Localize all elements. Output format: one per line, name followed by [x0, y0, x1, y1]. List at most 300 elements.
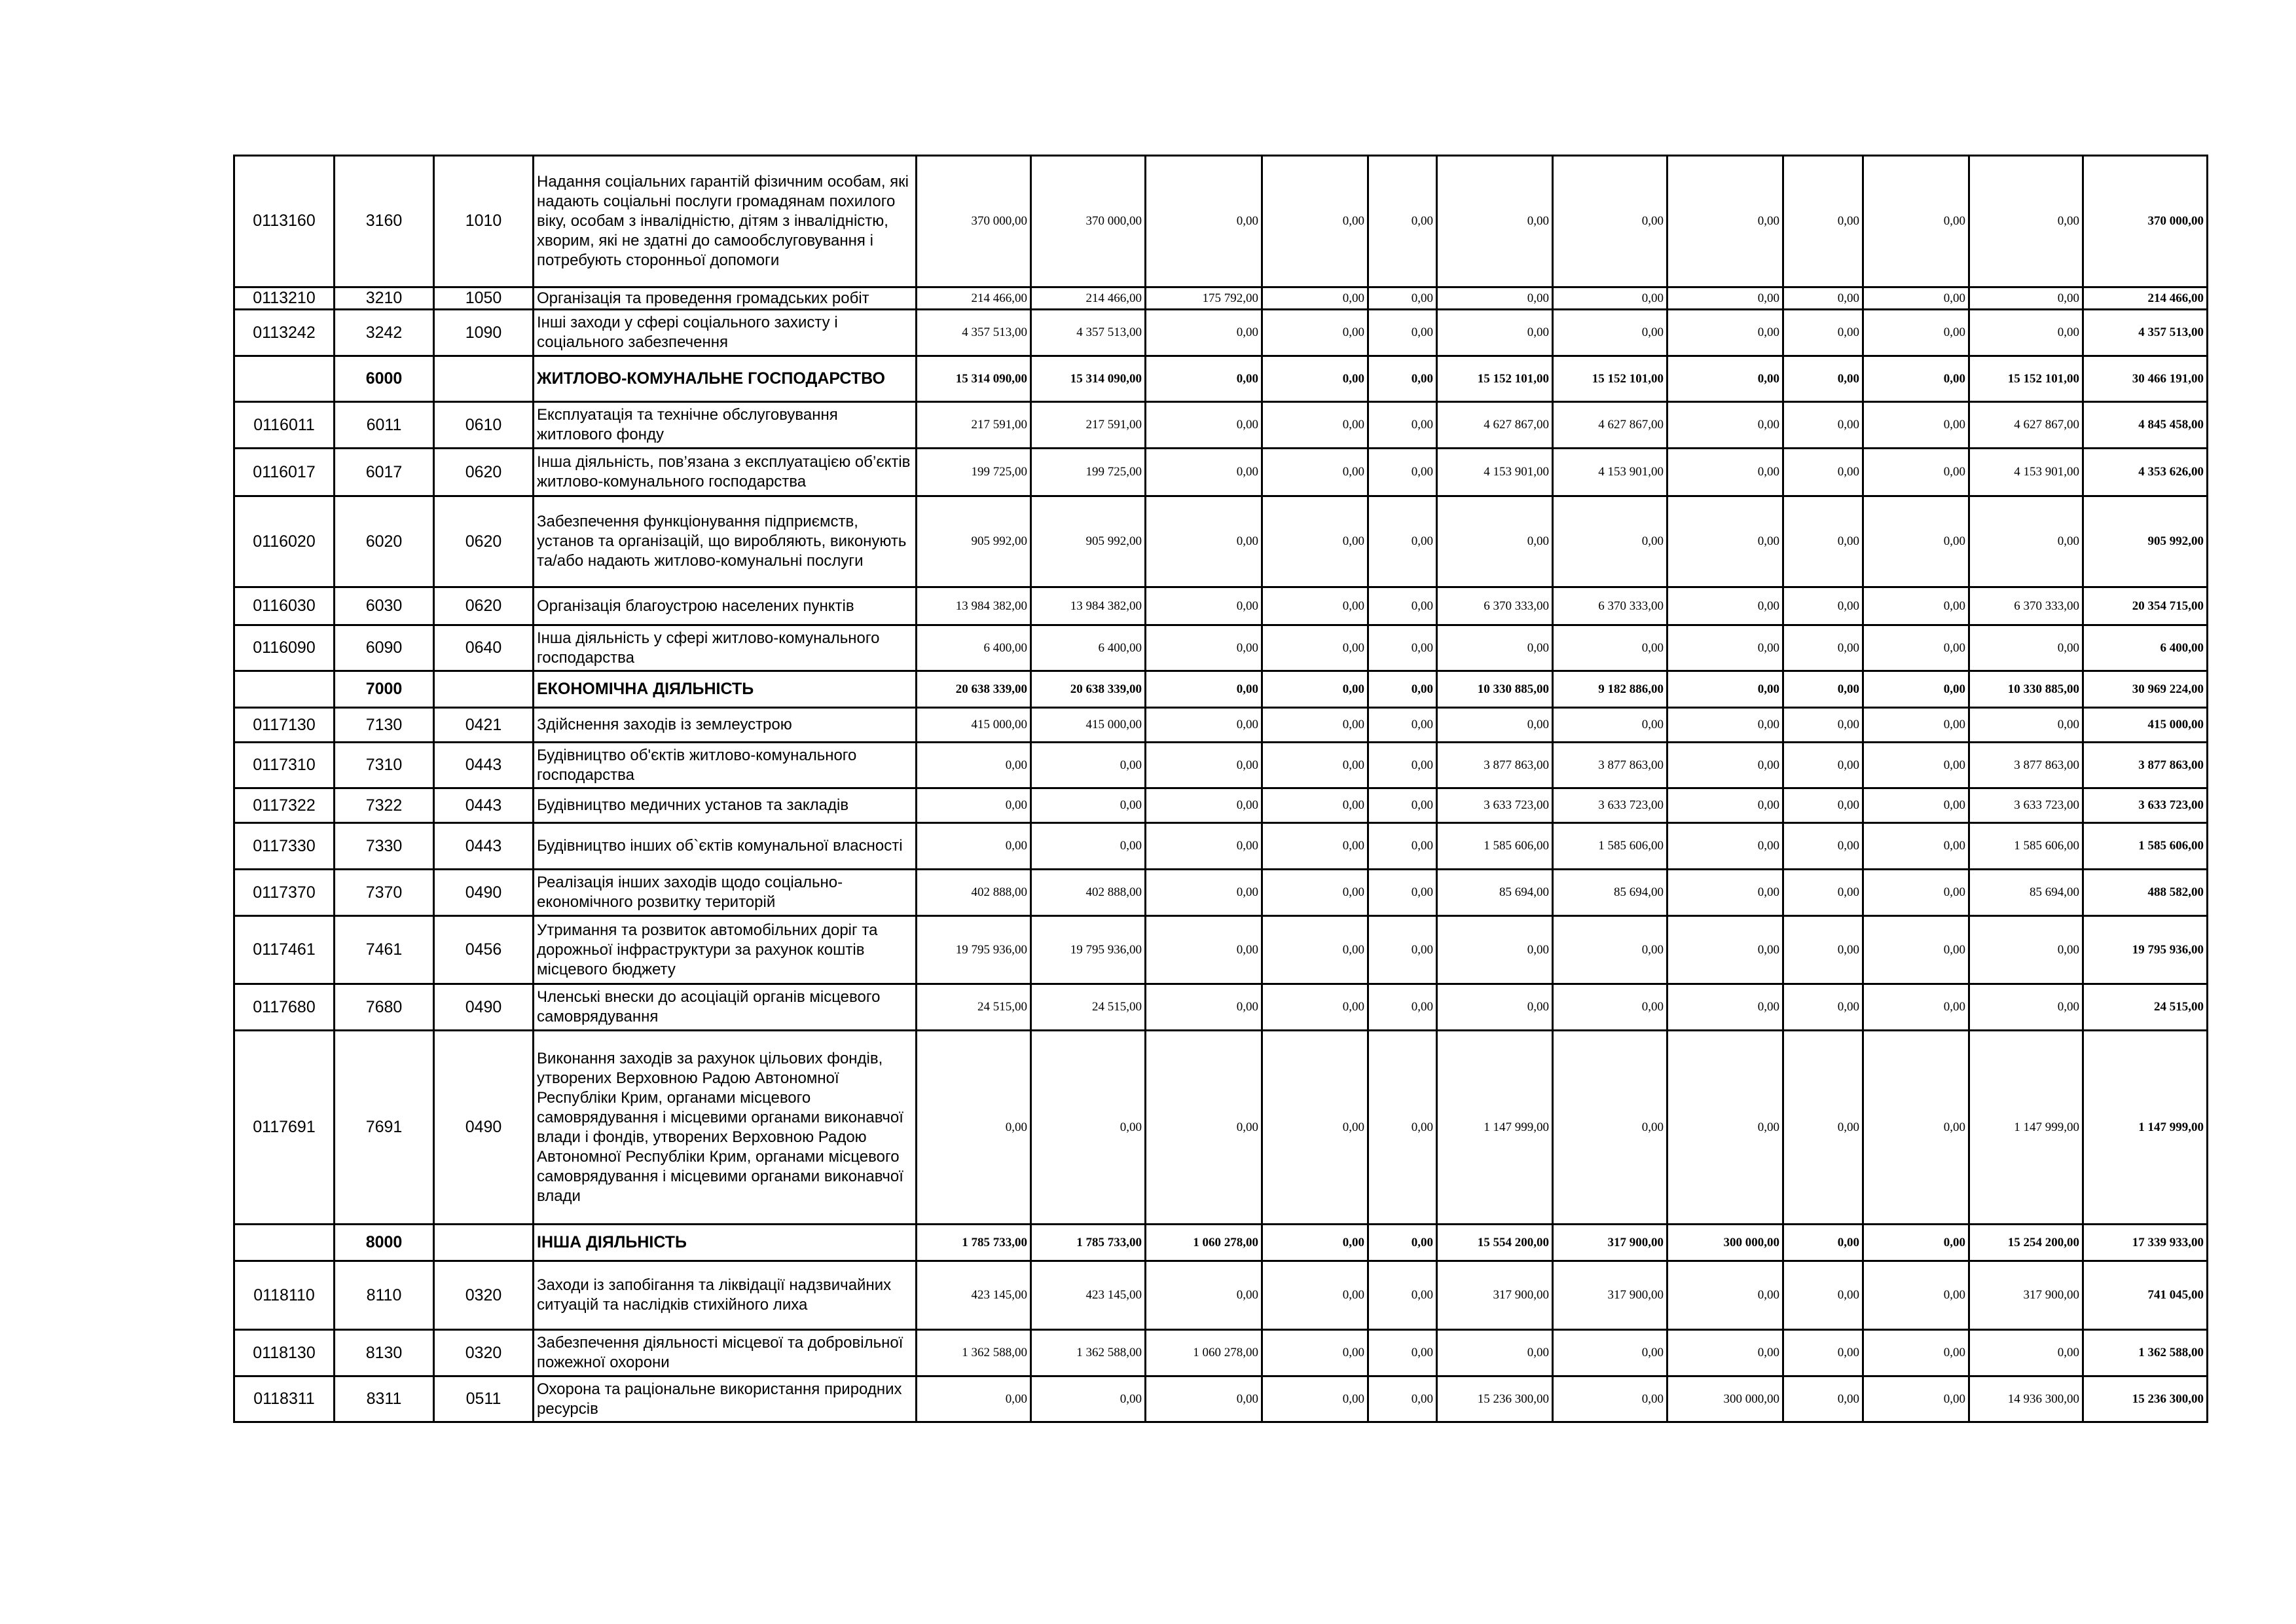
- total-amount-cell: 3 877 863,00: [2083, 743, 2208, 788]
- total-amount-cell: 370 000,00: [2083, 156, 2208, 287]
- amount-cell: 0,00: [1783, 1376, 1863, 1422]
- amount-cell: 317 900,00: [1437, 1261, 1553, 1330]
- amount-cell: 0,00: [1262, 1376, 1368, 1422]
- amount-cell: 10 330 885,00: [1969, 671, 2083, 708]
- table-row: [234, 587, 2208, 625]
- amount-cell: 0,00: [1783, 587, 1863, 625]
- amount-cell: 3 633 723,00: [1969, 788, 2083, 823]
- table-row: [234, 1330, 2208, 1376]
- amount-cell: 402 888,00: [917, 870, 1031, 916]
- amount-cell: 3 633 723,00: [1553, 788, 1667, 823]
- amount-cell: 0,00: [1146, 625, 1262, 671]
- amount-cell: 0,00: [1783, 449, 1863, 496]
- amount-cell: 300 000,00: [1667, 1376, 1783, 1422]
- amount-cell: 0,00: [1863, 743, 1969, 788]
- amount-cell: 0,00: [1368, 1330, 1437, 1376]
- amount-cell: 0,00: [1262, 1031, 1368, 1225]
- total-amount-cell: 214 466,00: [2083, 287, 2208, 310]
- amount-cell: 0,00: [1146, 743, 1262, 788]
- total-amount-cell: 1 362 588,00: [2083, 1330, 2208, 1376]
- kpkvk-code-cell: 7461: [335, 916, 434, 984]
- total-amount-cell: 415 000,00: [2083, 708, 2208, 743]
- program-code-cell: 0117691: [234, 1031, 335, 1225]
- table-row: [234, 402, 2208, 449]
- program-name-cell: Будівництво інших об`єктів комунальної власності: [534, 823, 917, 870]
- amount-cell: 1 585 606,00: [1969, 823, 2083, 870]
- fkvk-code-cell: 0490: [434, 984, 534, 1031]
- kpkvk-code-cell: 6020: [335, 496, 434, 587]
- amount-cell: 0,00: [1368, 402, 1437, 449]
- program-name-cell: Інші заходи у сфері соціального захисту і соціального забезпечення: [534, 310, 917, 356]
- table-row: [234, 870, 2208, 916]
- program-code-cell: 0117130: [234, 708, 335, 743]
- total-amount-cell: 905 992,00: [2083, 496, 2208, 587]
- fkvk-code-cell: [434, 356, 534, 402]
- amount-cell: 13 984 382,00: [917, 587, 1031, 625]
- amount-cell: 905 992,00: [1031, 496, 1146, 587]
- kpkvk-code-cell: 7310: [335, 743, 434, 788]
- program-name-cell: ЕКОНОМІЧНА ДІЯЛЬНІСТЬ: [534, 671, 917, 708]
- total-amount-cell: 1 585 606,00: [2083, 823, 2208, 870]
- amount-cell: 15 254 200,00: [1969, 1225, 2083, 1261]
- amount-cell: 0,00: [1437, 156, 1553, 287]
- amount-cell: 0,00: [1146, 788, 1262, 823]
- amount-cell: 317 900,00: [1553, 1225, 1667, 1261]
- budget-table: [233, 155, 2208, 1423]
- amount-cell: 0,00: [1553, 496, 1667, 587]
- amount-cell: 0,00: [1437, 1330, 1553, 1376]
- program-code-cell: 0118311: [234, 1376, 335, 1422]
- fkvk-code-cell: [434, 671, 534, 708]
- table-row: [234, 310, 2208, 356]
- amount-cell: 15 554 200,00: [1437, 1225, 1553, 1261]
- program-name-cell: Будівництво медичних установ та закладів: [534, 788, 917, 823]
- program-code-cell: 0113210: [234, 287, 335, 310]
- amount-cell: 0,00: [1969, 1330, 2083, 1376]
- amount-cell: 0,00: [1783, 1330, 1863, 1376]
- amount-cell: 0,00: [1262, 402, 1368, 449]
- program-code-cell: 0113160: [234, 156, 335, 287]
- amount-cell: 0,00: [1262, 310, 1368, 356]
- amount-cell: 6 370 333,00: [1553, 587, 1667, 625]
- amount-cell: 0,00: [1146, 1031, 1262, 1225]
- amount-cell: 0,00: [1863, 708, 1969, 743]
- fkvk-code-cell: 0443: [434, 823, 534, 870]
- amount-cell: 0,00: [917, 788, 1031, 823]
- amount-cell: 24 515,00: [1031, 984, 1146, 1031]
- total-amount-cell: 741 045,00: [2083, 1261, 2208, 1330]
- amount-cell: 0,00: [1146, 1376, 1262, 1422]
- amount-cell: 15 236 300,00: [1437, 1376, 1553, 1422]
- program-name-cell: Будівництво об'єктів житлово-комунального господарства: [534, 743, 917, 788]
- amount-cell: 85 694,00: [1553, 870, 1667, 916]
- amount-cell: 3 877 863,00: [1969, 743, 2083, 788]
- amount-cell: 0,00: [1553, 310, 1667, 356]
- total-amount-cell: 30 969 224,00: [2083, 671, 2208, 708]
- amount-cell: 0,00: [1368, 743, 1437, 788]
- amount-cell: 370 000,00: [1031, 156, 1146, 287]
- program-code-cell: 0116017: [234, 449, 335, 496]
- amount-cell: 0,00: [1863, 287, 1969, 310]
- kpkvk-code-cell: 6090: [335, 625, 434, 671]
- amount-cell: 415 000,00: [1031, 708, 1146, 743]
- kpkvk-code-cell: 6017: [335, 449, 434, 496]
- amount-cell: 0,00: [1863, 310, 1969, 356]
- program-name-cell: Заходи із запобігання та ліквідації надзвичайних ситуацій та наслідків стихійного лиха: [534, 1261, 917, 1330]
- amount-cell: 0,00: [1146, 449, 1262, 496]
- amount-cell: 0,00: [1368, 587, 1437, 625]
- amount-cell: 1 585 606,00: [1437, 823, 1553, 870]
- amount-cell: 0,00: [1262, 743, 1368, 788]
- amount-cell: 3 633 723,00: [1437, 788, 1553, 823]
- amount-cell: 214 466,00: [1031, 287, 1146, 310]
- amount-cell: 0,00: [1553, 287, 1667, 310]
- total-amount-cell: 19 795 936,00: [2083, 916, 2208, 984]
- section-row: [234, 1225, 2208, 1261]
- amount-cell: 0,00: [1553, 708, 1667, 743]
- program-code-cell: 0117680: [234, 984, 335, 1031]
- amount-cell: 6 370 333,00: [1969, 587, 2083, 625]
- fkvk-code-cell: 0443: [434, 743, 534, 788]
- total-amount-cell: 1 147 999,00: [2083, 1031, 2208, 1225]
- amount-cell: 0,00: [1262, 916, 1368, 984]
- kpkvk-code-cell: 8110: [335, 1261, 434, 1330]
- table-row: [234, 496, 2208, 587]
- amount-cell: 0,00: [1146, 916, 1262, 984]
- amount-cell: 0,00: [1437, 496, 1553, 587]
- table-row: [234, 823, 2208, 870]
- amount-cell: 0,00: [1262, 156, 1368, 287]
- amount-cell: 0,00: [1667, 310, 1783, 356]
- amount-cell: 0,00: [1553, 1376, 1667, 1422]
- amount-cell: 0,00: [917, 1376, 1031, 1422]
- amount-cell: 0,00: [1667, 671, 1783, 708]
- amount-cell: 0,00: [1437, 625, 1553, 671]
- amount-cell: 0,00: [1783, 743, 1863, 788]
- amount-cell: 0,00: [1863, 1031, 1969, 1225]
- amount-cell: 6 400,00: [917, 625, 1031, 671]
- amount-cell: 0,00: [1667, 743, 1783, 788]
- amount-cell: 85 694,00: [1969, 870, 2083, 916]
- amount-cell: 15 152 101,00: [1553, 356, 1667, 402]
- total-amount-cell: 4 357 513,00: [2083, 310, 2208, 356]
- program-name-cell: Виконання заходів за рахунок цільових фондів, утворених Верховною Радою Автономної Республіки Крим, органами місцевого самоврядування і місцевими органами виконавчої влади і фондів, утворених Верховною Радою Автономної Республіки Крим, органами місцевого самоврядування і місцевими органами виконавчої влади: [534, 1031, 917, 1225]
- amount-cell: 0,00: [1863, 587, 1969, 625]
- fkvk-code-cell: 0640: [434, 625, 534, 671]
- fkvk-code-cell: 0620: [434, 449, 534, 496]
- amount-cell: 0,00: [1262, 356, 1368, 402]
- amount-cell: 317 900,00: [1553, 1261, 1667, 1330]
- table-row: [234, 287, 2208, 310]
- amount-cell: 0,00: [1863, 984, 1969, 1031]
- kpkvk-code-cell: 6011: [335, 402, 434, 449]
- amount-cell: 9 182 886,00: [1553, 671, 1667, 708]
- program-code-cell: 0117370: [234, 870, 335, 916]
- program-name-cell: Надання соціальних гарантій фізичним особам, які надають соціальні послуги громадянам похилого віку, особам з інвалідністю, дітям з інвалідністю, хворим, які не здатні до самообслуговування і потребують сторонньої допомоги: [534, 156, 917, 287]
- amount-cell: 0,00: [1783, 625, 1863, 671]
- program-name-cell: Організація благоустрою населених пунктів: [534, 587, 917, 625]
- amount-cell: 370 000,00: [917, 156, 1031, 287]
- amount-cell: 0,00: [1146, 1261, 1262, 1330]
- fkvk-code-cell: 0610: [434, 402, 534, 449]
- amount-cell: 4 153 901,00: [1553, 449, 1667, 496]
- amount-cell: 0,00: [1262, 984, 1368, 1031]
- amount-cell: 0,00: [1667, 1261, 1783, 1330]
- amount-cell: 217 591,00: [917, 402, 1031, 449]
- amount-cell: 0,00: [1863, 823, 1969, 870]
- fkvk-code-cell: [434, 1225, 534, 1261]
- amount-cell: 0,00: [1553, 625, 1667, 671]
- program-code-cell: [234, 356, 335, 402]
- amount-cell: 0,00: [1969, 708, 2083, 743]
- amount-cell: 0,00: [1031, 788, 1146, 823]
- amount-cell: 0,00: [1553, 1330, 1667, 1376]
- table-row: [234, 625, 2208, 671]
- amount-cell: 0,00: [1783, 287, 1863, 310]
- amount-cell: 0,00: [1553, 156, 1667, 287]
- amount-cell: 0,00: [1863, 671, 1969, 708]
- amount-cell: 0,00: [1969, 156, 2083, 287]
- amount-cell: 0,00: [1783, 310, 1863, 356]
- amount-cell: 0,00: [1262, 625, 1368, 671]
- program-code-cell: 0117310: [234, 743, 335, 788]
- fkvk-code-cell: 0456: [434, 916, 534, 984]
- amount-cell: 0,00: [1863, 1376, 1969, 1422]
- amount-cell: 1 147 999,00: [1437, 1031, 1553, 1225]
- amount-cell: 0,00: [1368, 916, 1437, 984]
- amount-cell: 0,00: [1262, 823, 1368, 870]
- amount-cell: 0,00: [1146, 310, 1262, 356]
- amount-cell: 0,00: [1969, 310, 2083, 356]
- amount-cell: 0,00: [1863, 356, 1969, 402]
- program-code-cell: 0118130: [234, 1330, 335, 1376]
- program-code-cell: 0117322: [234, 788, 335, 823]
- amount-cell: 0,00: [1863, 1261, 1969, 1330]
- table-row: [234, 788, 2208, 823]
- amount-cell: 0,00: [1368, 310, 1437, 356]
- amount-cell: 24 515,00: [917, 984, 1031, 1031]
- amount-cell: 0,00: [1262, 587, 1368, 625]
- amount-cell: 0,00: [1667, 708, 1783, 743]
- total-amount-cell: 17 339 933,00: [2083, 1225, 2208, 1261]
- amount-cell: 0,00: [1368, 356, 1437, 402]
- amount-cell: 0,00: [1146, 587, 1262, 625]
- amount-cell: 0,00: [1783, 356, 1863, 402]
- amount-cell: 1 060 278,00: [1146, 1225, 1262, 1261]
- table-row: [234, 708, 2208, 743]
- kpkvk-code-cell: 3242: [335, 310, 434, 356]
- fkvk-code-cell: 1090: [434, 310, 534, 356]
- amount-cell: 85 694,00: [1437, 870, 1553, 916]
- total-amount-cell: 488 582,00: [2083, 870, 2208, 916]
- total-amount-cell: 3 633 723,00: [2083, 788, 2208, 823]
- amount-cell: 0,00: [1863, 402, 1969, 449]
- table-row: [234, 156, 2208, 287]
- program-name-cell: Утримання та розвиток автомобільних доріг та дорожньої інфраструктури за рахунок коштів місцевого бюджету: [534, 916, 917, 984]
- amount-cell: 10 330 885,00: [1437, 671, 1553, 708]
- amount-cell: 4 627 867,00: [1969, 402, 2083, 449]
- fkvk-code-cell: 0443: [434, 788, 534, 823]
- amount-cell: 0,00: [1146, 708, 1262, 743]
- program-code-cell: [234, 1225, 335, 1261]
- total-amount-cell: 15 236 300,00: [2083, 1376, 2208, 1422]
- amount-cell: 0,00: [1783, 1225, 1863, 1261]
- amount-cell: 0,00: [1146, 870, 1262, 916]
- amount-cell: 0,00: [1437, 287, 1553, 310]
- amount-cell: 0,00: [1667, 356, 1783, 402]
- kpkvk-code-cell: 7330: [335, 823, 434, 870]
- amount-cell: 0,00: [1146, 156, 1262, 287]
- amount-cell: 4 627 867,00: [1437, 402, 1553, 449]
- amount-cell: 0,00: [1667, 402, 1783, 449]
- amount-cell: 4 153 901,00: [1437, 449, 1553, 496]
- amount-cell: 4 357 513,00: [917, 310, 1031, 356]
- amount-cell: 19 795 936,00: [1031, 916, 1146, 984]
- amount-cell: 423 145,00: [1031, 1261, 1146, 1330]
- program-name-cell: Реалізація інших заходів щодо соціально-економічного розвитку територій: [534, 870, 917, 916]
- amount-cell: 0,00: [1262, 708, 1368, 743]
- amount-cell: 0,00: [1368, 287, 1437, 310]
- amount-cell: 402 888,00: [1031, 870, 1146, 916]
- kpkvk-code-cell: 7000: [335, 671, 434, 708]
- amount-cell: 0,00: [1969, 625, 2083, 671]
- fkvk-code-cell: 1010: [434, 156, 534, 287]
- amount-cell: 905 992,00: [917, 496, 1031, 587]
- amount-cell: 14 936 300,00: [1969, 1376, 2083, 1422]
- fkvk-code-cell: 0620: [434, 587, 534, 625]
- amount-cell: 0,00: [1368, 708, 1437, 743]
- amount-cell: 0,00: [1437, 984, 1553, 1031]
- amount-cell: 0,00: [1783, 496, 1863, 587]
- kpkvk-code-cell: 8311: [335, 1376, 434, 1422]
- amount-cell: 15 152 101,00: [1969, 356, 2083, 402]
- kpkvk-code-cell: 7370: [335, 870, 434, 916]
- fkvk-code-cell: 1050: [434, 287, 534, 310]
- amount-cell: 0,00: [1667, 788, 1783, 823]
- fkvk-code-cell: 0320: [434, 1261, 534, 1330]
- amount-cell: 6 370 333,00: [1437, 587, 1553, 625]
- amount-cell: 217 591,00: [1031, 402, 1146, 449]
- kpkvk-code-cell: 7680: [335, 984, 434, 1031]
- amount-cell: 0,00: [1031, 1031, 1146, 1225]
- table-row: [234, 1031, 2208, 1225]
- program-code-cell: 0117330: [234, 823, 335, 870]
- amount-cell: 214 466,00: [917, 287, 1031, 310]
- program-name-cell: ЖИТЛОВО-КОМУНАЛЬНЕ ГОСПОДАРСТВО: [534, 356, 917, 402]
- amount-cell: 0,00: [917, 823, 1031, 870]
- section-row: [234, 671, 2208, 708]
- amount-cell: 0,00: [1368, 984, 1437, 1031]
- kpkvk-code-cell: 7691: [335, 1031, 434, 1225]
- program-name-cell: Інша діяльність у сфері житлово-комунального господарства: [534, 625, 917, 671]
- program-code-cell: 0118110: [234, 1261, 335, 1330]
- amount-cell: 15 314 090,00: [1031, 356, 1146, 402]
- fkvk-code-cell: 0620: [434, 496, 534, 587]
- amount-cell: 1 147 999,00: [1969, 1031, 2083, 1225]
- amount-cell: 0,00: [1667, 870, 1783, 916]
- program-code-cell: [234, 671, 335, 708]
- program-code-cell: 0116020: [234, 496, 335, 587]
- amount-cell: 0,00: [1667, 625, 1783, 671]
- amount-cell: 0,00: [1863, 449, 1969, 496]
- amount-cell: 0,00: [1667, 496, 1783, 587]
- amount-cell: 1 362 588,00: [1031, 1330, 1146, 1376]
- amount-cell: 0,00: [1146, 356, 1262, 402]
- fkvk-code-cell: 0320: [434, 1330, 534, 1376]
- amount-cell: 0,00: [1863, 788, 1969, 823]
- kpkvk-code-cell: 7322: [335, 788, 434, 823]
- amount-cell: 0,00: [1368, 156, 1437, 287]
- amount-cell: 0,00: [1969, 287, 2083, 310]
- amount-cell: 0,00: [1262, 671, 1368, 708]
- fkvk-code-cell: 0421: [434, 708, 534, 743]
- amount-cell: 0,00: [1553, 916, 1667, 984]
- table-row: [234, 1376, 2208, 1422]
- amount-cell: 0,00: [1783, 916, 1863, 984]
- amount-cell: 317 900,00: [1969, 1261, 2083, 1330]
- amount-cell: 1 585 606,00: [1553, 823, 1667, 870]
- amount-cell: 0,00: [917, 743, 1031, 788]
- total-amount-cell: 20 354 715,00: [2083, 587, 2208, 625]
- amount-cell: 4 357 513,00: [1031, 310, 1146, 356]
- kpkvk-code-cell: 6000: [335, 356, 434, 402]
- amount-cell: 4 153 901,00: [1969, 449, 2083, 496]
- amount-cell: 0,00: [1969, 496, 2083, 587]
- fkvk-code-cell: 0490: [434, 1031, 534, 1225]
- amount-cell: 0,00: [1969, 984, 2083, 1031]
- amount-cell: 0,00: [1783, 788, 1863, 823]
- amount-cell: 0,00: [1368, 1376, 1437, 1422]
- amount-cell: 0,00: [1146, 984, 1262, 1031]
- amount-cell: 199 725,00: [1031, 449, 1146, 496]
- amount-cell: 0,00: [1262, 287, 1368, 310]
- amount-cell: 0,00: [1146, 671, 1262, 708]
- amount-cell: 0,00: [1667, 823, 1783, 870]
- kpkvk-code-cell: 3160: [335, 156, 434, 287]
- amount-cell: 0,00: [1262, 1225, 1368, 1261]
- kpkvk-code-cell: 8130: [335, 1330, 434, 1376]
- amount-cell: 0,00: [1783, 1261, 1863, 1330]
- program-name-cell: Забезпечення функціонування підприємств, установ та організацій, що виробляють, виконують та/або надають житлово-комунальні послуги: [534, 496, 917, 587]
- amount-cell: 0,00: [1667, 1330, 1783, 1376]
- program-code-cell: 0117461: [234, 916, 335, 984]
- section-row: [234, 356, 2208, 402]
- program-name-cell: Забезпечення діяльності місцевої та добровільної пожежної охорони: [534, 1330, 917, 1376]
- amount-cell: 199 725,00: [917, 449, 1031, 496]
- amount-cell: 0,00: [1031, 1376, 1146, 1422]
- amount-cell: 0,00: [1262, 449, 1368, 496]
- amount-cell: 15 152 101,00: [1437, 356, 1553, 402]
- amount-cell: 6 400,00: [1031, 625, 1146, 671]
- amount-cell: 0,00: [1783, 156, 1863, 287]
- amount-cell: 0,00: [1031, 743, 1146, 788]
- amount-cell: 0,00: [1368, 870, 1437, 916]
- amount-cell: 0,00: [1368, 671, 1437, 708]
- table-row: [234, 743, 2208, 788]
- amount-cell: 0,00: [1783, 823, 1863, 870]
- amount-cell: 0,00: [1262, 1330, 1368, 1376]
- amount-cell: 0,00: [1368, 788, 1437, 823]
- amount-cell: 300 000,00: [1667, 1225, 1783, 1261]
- total-amount-cell: 4 353 626,00: [2083, 449, 2208, 496]
- amount-cell: 1 060 278,00: [1146, 1330, 1262, 1376]
- program-name-cell: Експлуатація та технічне обслуговування житлового фонду: [534, 402, 917, 449]
- program-name-cell: Інша діяльність, пов’язана з експлуатацією об’єктів житлово-комунального господарства: [534, 449, 917, 496]
- amount-cell: 0,00: [1368, 823, 1437, 870]
- fkvk-code-cell: 0490: [434, 870, 534, 916]
- amount-cell: 3 877 863,00: [1437, 743, 1553, 788]
- amount-cell: 0,00: [1863, 1330, 1969, 1376]
